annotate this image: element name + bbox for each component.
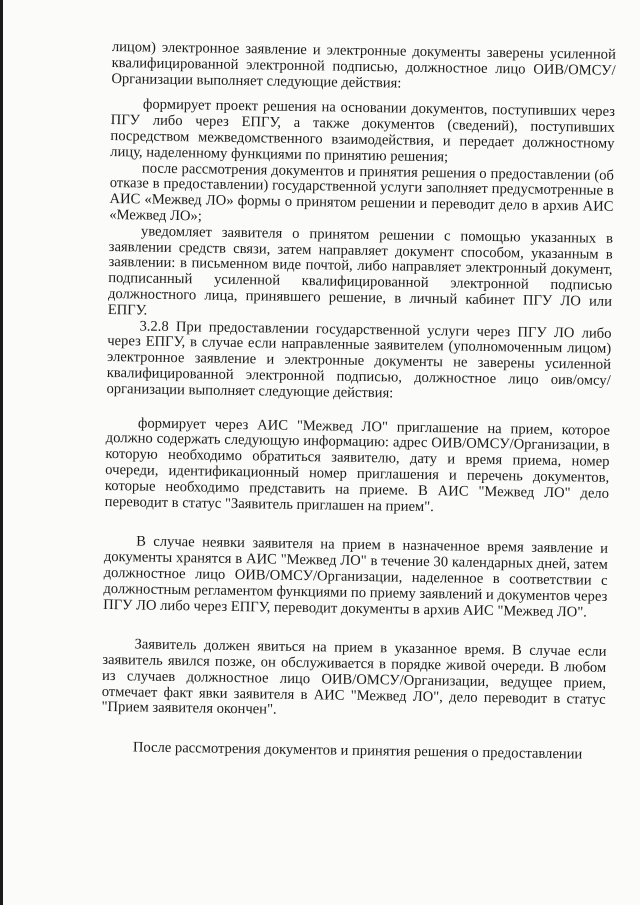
document-body <box>101 40 616 764</box>
paragraph-applicant-arrival: Заявитель должен явиться на прием в указанное время. В случае если заявитель явился позже, он обслуживается в порядке живой очереди. В любом из случаев должностное лицо ОИВ/ОМСУ/Организации, ведущее прием, отмечает факт явки заявителя в АИС "Межвед ЛО", дело переводит в статус "Прием заявителя окончен". <box>101 636 607 719</box>
paragraph-notify-applicant: уведомляет заявителя о принятом решении с помощью указанных в заявлении средств связи, затем направляет документ способом, указанным в заявлении: в письменном виде почтой, либо направляет электронный документ, подписанный усиленной квалифицированной электронной подписью должностного лица, принявшего решение, в личный кабинет ПГУ ЛО или ЕПГУ. <box>107 223 614 319</box>
paragraph-draft-decision: формирует проект решения на основании документов, поступивших через ПГУ либо через ЕПГУ, а также документов (сведений), поступивших посредством межведомственного взаимодействия, и передает должностному лицу, наделенному функциями по принятию решения; <box>110 96 616 166</box>
paragraph-continuation: лицом) электронное заявление и электронные документы заверены усиленной квалифицированной электронной подписью, должностное лицо ОИВ/ОМСУ/Организации выполняет следующие действия: <box>111 39 616 92</box>
paragraph-no-show: В случае неявки заявителя на прием в назначенное время заявление и документы хранятся в АИС "Межвед ЛО" в течение 30 календарных дней, затем должностное лицо ОИВ/ОМСУ/Организации, наделенное в соответствии с должностным регламентом функциями по приему заявлений и документов через ПГУ ЛО либо через ЕПГУ, переводит документы в архив АИС "Межвед ЛО". <box>103 533 609 621</box>
paragraph-section-3-2-8: 3.2.8 При предоставлении государственной услуги через ПГУ ЛО либо через ЕПГУ, в случае если направленные заявителем (уполномоченным лицом) электронное заявление и электронные документы не заверены усиленной квалифицированной электронной подписью, должностное лицо оив/омсу/организации выполняет следующие действия: <box>106 318 612 402</box>
scan-border <box>0 0 3 905</box>
paragraph-invitation: формирует через АИС "Межвед ЛО" приглашение на прием, которое должно содержать следующую информацию: адрес ОИВ/ОМСУ/Организации, в которую необходимо обратиться заявителю, дату и время приема, номер очереди, идентификационный номер приглашения и перечень документов, которые необходимо представить на приеме. В АИС "Межвед ЛО" дело переводит в статус "Заявитель приглашен на прием". <box>104 414 611 515</box>
paragraph-after-review: после рассмотрения документов и принятия решения о предоставлении (об отказе в предоставлении) государственной услуги заполняет предусмотренные в АИС «Межвед ЛО» формы о принятом решении и переводит дело в архив АИС «Межвед ЛО»; <box>109 160 615 225</box>
paragraph-after-decision: После рассмотрения документов и принятия решения о предоставлении <box>132 739 583 763</box>
